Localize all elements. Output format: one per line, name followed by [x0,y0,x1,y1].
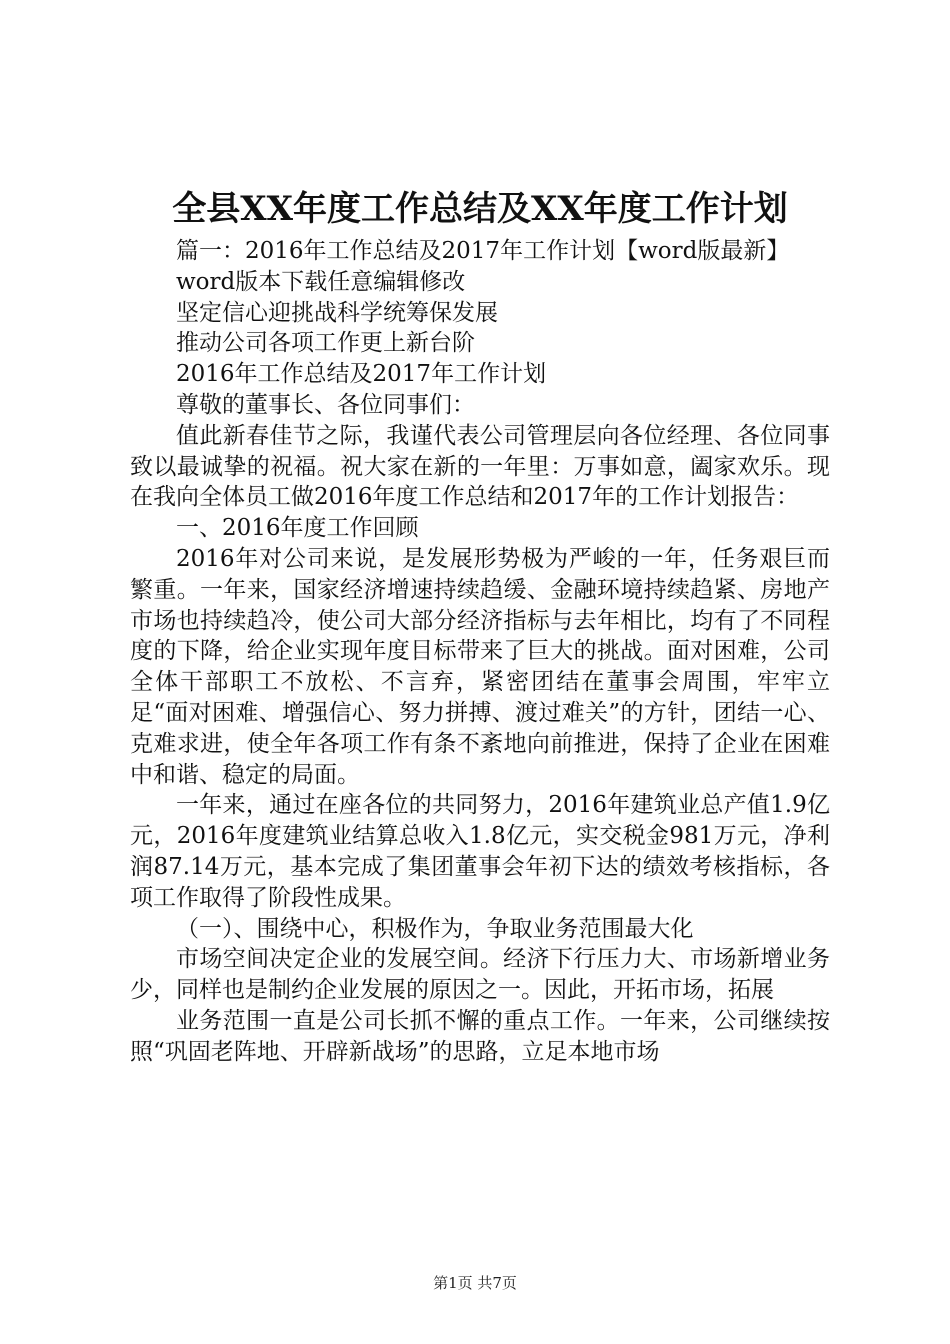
paragraph: word版本下载任意编辑修改 [176,268,466,295]
page-number-footer: 第1页 共7页 [433,1274,517,1292]
section-heading: 一、2016年度工作回顾 [176,515,419,542]
paragraph: 业务范围一直是公司长抓不懈的重点工作。一年来，公司继续按照“巩固老阵地、开辟新战场”的思路，立足本地市场 [130,1007,830,1065]
paragraph: 市场空间决定企业的发展空间。经济下行压力大、市场新增业务少，同样也是制约企业发展的原因之一。因此，开拓市场，拓展 [130,946,830,1004]
paragraph: 2016年对公司来说，是发展形势极为严峻的一年，任务艰巨而繁重。一年来，国家经济增速持续趋缓、金融环境持续趋紧、房地产市场也持续趋冷，使公司大部分经济指标与去年相比，均有了不同程度的下降，给企业实现年度目标带来了巨大的挑战。面对困难，公司全体干部职工不放松、不言弃，紧密团结在董事会周围，牢牢立足“面对困难、增强信心、努力拼搏、渡过难关”的方针，团结一心、克难求进，使全年各项工作有条不紊地向前推进，保持了企业在困难中和谐、稳定的局面。 [130,545,830,788]
paragraph: 篇一：2016年工作总结及2017年工作计划【word版最新】 [176,238,790,264]
subsection-heading: （一）、围绕中心，积极作为，争取业务范围最大化 [176,915,694,942]
paragraph: 尊敬的董事长、各位同事们： [176,391,475,418]
paragraph: 2016年工作总结及2017年工作计划 [176,361,547,388]
paragraph: 值此新春佳节之际，我谨代表公司管理层向各位经理、各位同事致以最诚挚的祝福。祝大家在新的一年里：万事如意，阖家欢乐。现在我向全体员工做2016年度工作总结和2017年的工作计划报告： [130,422,830,511]
document-title: 全县XX年度工作总结及XX年度工作计划 [172,189,788,229]
paragraph: 一年来，通过在座各位的共同努力，2016年建筑业总产值1.9亿元，2016年度建筑业结算总收入1.8亿元，实交税金981万元，净利润87.14万元，基本完成了集团董事会年初下达的绩效考核指标，各项工作取得了阶段性成果。 [130,792,830,911]
document-body [130,236,830,1068]
paragraph: 坚定信心迎挑战科学统筹保发展 [176,299,498,326]
paragraph: 推动公司各项工作更上新台阶 [176,330,475,357]
